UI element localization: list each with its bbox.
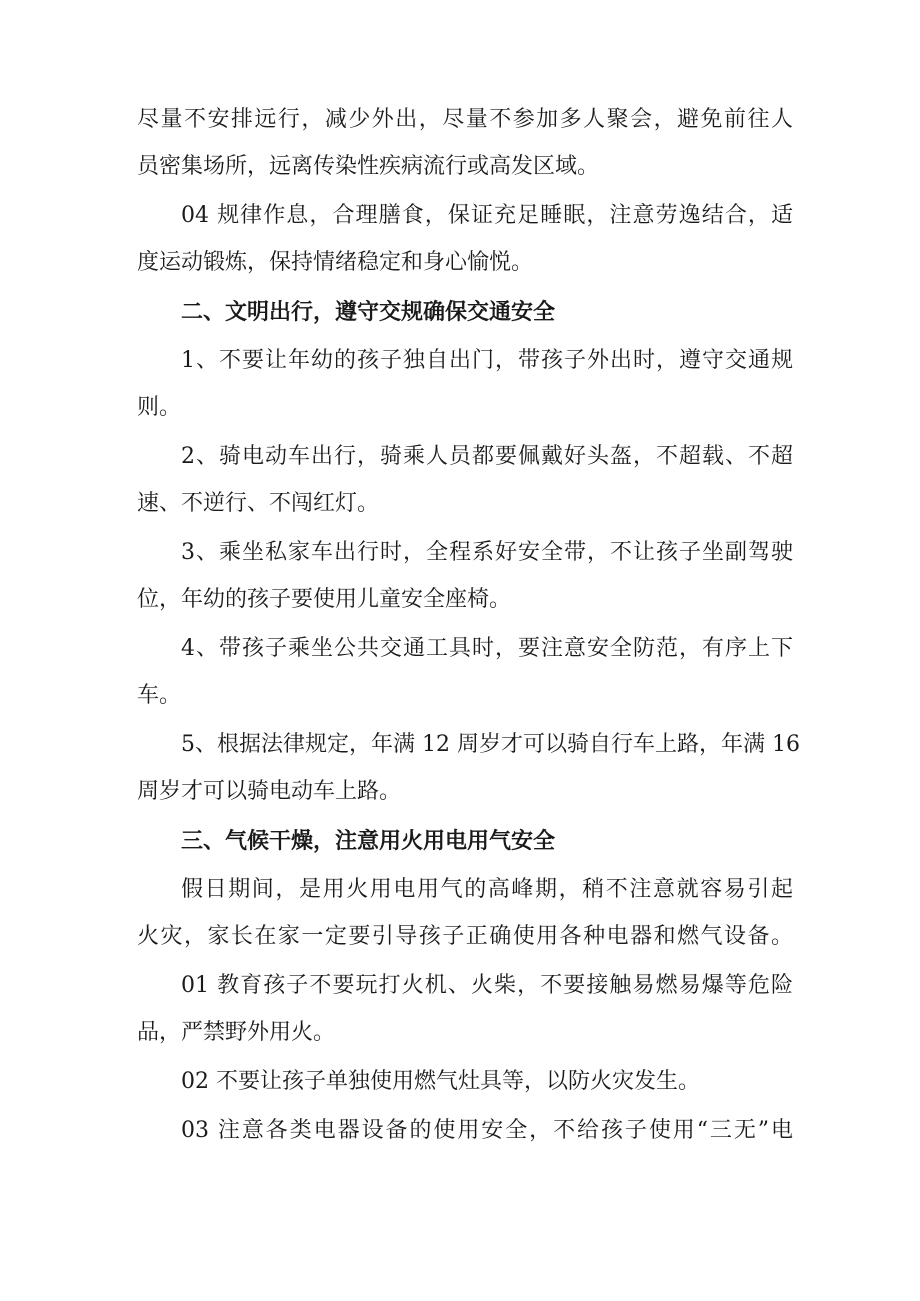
paragraph-line: 火灾，家长在家一定要引导孩子正确使用各种电器和燃气设备。 xyxy=(137,924,793,949)
paragraph-line: 品，严禁野外用火。 xyxy=(137,1020,336,1045)
paragraph-line: 1、不要让年幼的孩子独自出门，带孩子外出时，遵守交通规 xyxy=(181,348,793,373)
paragraph-line: 假日期间，是用火用电用气的高峰期，稍不注意就容易引起 xyxy=(181,877,793,902)
paragraph-line: 01 教育孩子不要玩打火机、火柴，不要接触易燃易爆等危险 xyxy=(181,973,793,998)
section-heading: 二、文明出行，遵守交规确保交通安全 xyxy=(181,299,556,325)
paragraph-line: 位，年幼的孩子要使用儿童安全座椅。 xyxy=(137,587,512,612)
paragraph-line: 速、不逆行、不闯红灯。 xyxy=(137,491,380,516)
paragraph-line: 车。 xyxy=(137,683,182,708)
section-heading: 三、气候干燥，注意用火用电用气安全 xyxy=(181,828,556,854)
paragraph-line: 04 规律作息，合理膳食，保证充足睡眠，注意劳逸结合，适 xyxy=(181,203,793,228)
paragraph-line: 2、骑电动车出行，骑乘人员都要佩戴好头盔，不超载、不超 xyxy=(181,444,793,469)
paragraph-line: 02 不要让孩子单独使用燃气灶具等，以防火灾发生。 xyxy=(181,1069,700,1094)
paragraph-line: 5、根据法律规定，年满 12 周岁才可以骑自行车上路，年满 16 xyxy=(181,732,800,757)
paragraph-line: 尽量不安排远行，减少外出，尽量不参加多人聚会，避免前往人 xyxy=(137,107,793,132)
paragraph-line: 则。 xyxy=(137,395,182,420)
document-page xyxy=(137,107,800,1143)
paragraph-line: 周岁才可以骑电动车上路。 xyxy=(137,779,402,804)
paragraph-line: 03 注意各类电器设备的使用安全，不给孩子使用“三无”电 xyxy=(181,1118,793,1143)
paragraph-line: 3、乘坐私家车出行时，全程系好安全带，不让孩子坐副驾驶 xyxy=(181,540,793,565)
paragraph-line: 员密集场所，远离传染性疾病流行或高发区域。 xyxy=(137,154,600,179)
paragraph-line: 4、带孩子乘坐公共交通工具时，要注意安全防范，有序上下 xyxy=(181,636,793,661)
paragraph-line: 度运动锻炼，保持情绪稳定和身心愉悦。 xyxy=(137,250,534,275)
